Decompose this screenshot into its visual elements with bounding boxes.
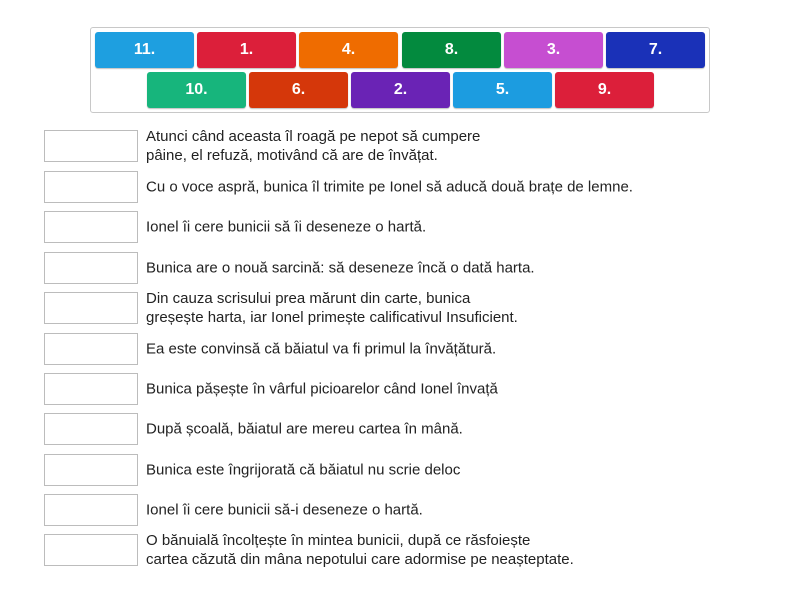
statement-text: O bănuială încolțește în mintea bunicii, după ce răsfoiește cartea căzută din mâna nepotului care adormise pe neașteptate. [146,532,574,568]
statement-text: Din cauza scrisului prea mărunt din carte, bunica greșește harta, iar Ionel primește calificativul Insuficient. [146,290,518,326]
drop-target-box[interactable] [44,171,138,203]
drop-target-box[interactable] [44,373,138,405]
drop-target-box[interactable] [44,211,138,243]
answer-tile[interactable]: 6. [249,72,348,108]
answer-tile[interactable]: 5. [453,72,552,108]
statement-text: Bunica are o nouă sarcină: să deseneze încă o dată harta. [146,259,535,277]
statement-text: Ea este convinsă că băiatul va fi primul la învățătură. [146,340,497,358]
statement-text: După școală, băiatul are mereu cartea în mână. [146,420,463,438]
match-row [44,333,764,365]
drop-target-box[interactable] [44,494,138,526]
answer-tile[interactable]: 9. [555,72,654,108]
answer-tile[interactable]: 2. [351,72,450,108]
statement-text: Atunci când aceasta îl roagă pe nepot să cumpere pâine, el refuză, motivând că are de învățat. [146,128,481,164]
answer-tile[interactable]: 3. [504,32,603,68]
match-row [44,373,764,405]
statement-text: Cu o voce aspră, bunica îl trimite pe Ionel să aducă două brațe de lemne. [146,178,633,196]
drop-target-box[interactable] [44,454,138,486]
drop-target-box[interactable] [44,534,138,566]
statement-text: Bunica pășește în vârful picioarelor când Ionel învață [146,380,498,398]
drop-target-box[interactable] [44,292,138,324]
match-row [44,454,764,486]
answer-tile[interactable]: 7. [606,32,705,68]
answer-tile[interactable]: 11. [95,32,194,68]
answer-tile[interactable]: 4. [299,32,398,68]
answer-tile[interactable]: 1. [197,32,296,68]
drop-target-box[interactable] [44,333,138,365]
answer-tile[interactable]: 10. [147,72,246,108]
statement-text: Ionel îi cere bunicii să îi deseneze o hartă. [146,218,427,236]
drop-target-box[interactable] [44,252,138,284]
match-row [44,171,764,203]
match-row [44,130,764,162]
match-row [44,211,764,243]
statement-text: Bunica este îngrijorată că băiatul nu scrie deloc [146,461,461,479]
match-row [44,252,764,284]
match-row [44,494,764,526]
match-row [44,292,764,324]
drop-target-box[interactable] [44,130,138,162]
drop-target-box[interactable] [44,413,138,445]
statement-text: Ionel îi cere bunicii să-i deseneze o hartă. [146,501,423,519]
match-row [44,413,764,445]
match-row [44,534,764,566]
answer-tile[interactable]: 8. [402,32,501,68]
